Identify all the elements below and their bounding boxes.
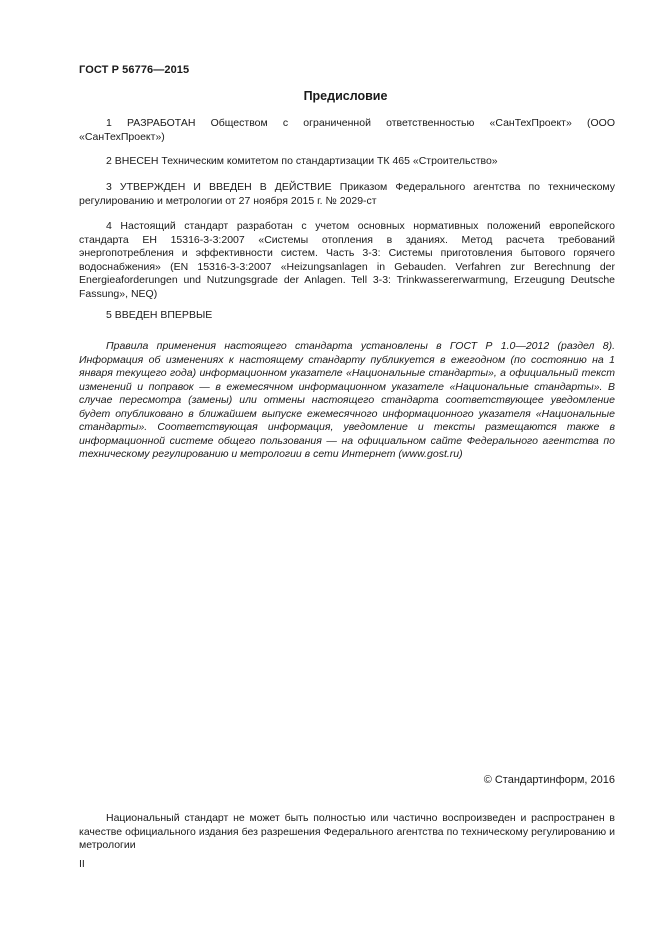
copyright-notice: © Стандартинформ, 2016 bbox=[483, 774, 615, 786]
reproduction-notice: Национальный стандарт не может быть полностью или частично воспроизведен и распространен в качестве официального издания без разрешения Федерального агентства по техническому регулированию и метрологии bbox=[79, 812, 615, 851]
foreword-item-approved: 3 УТВЕРЖДЕН И ВВЕДЕН В ДЕЙСТВИЕ Приказом Федерального агентства по техническому регулированию и метрологии от 27 ноября 2015 г. № 2029-ст bbox=[79, 181, 615, 207]
document-code: ГОСТ Р 56776—2015 bbox=[79, 64, 190, 76]
foreword-item-developed: 1 РАЗРАБОТАН Обществом с ограниченной ответственностью «СанТехПроект» (ООО «СанТехПроект») bbox=[79, 117, 615, 143]
foreword-item-based-on: 4 Настоящий стандарт разработан с учетом основных нормативных положений европейского стандарта ЕН 15316-3-3:2007 «Системы отопления в зданиях. Метод расчета требований энергопотребления и эффективности систем. Часть 3-3: Системы приготовления бытового горячего водоснабжения» (EN 15316-3-3:2007 «Heizungsanlagen in Gebauden. Verfahren zur Berechnung der Energieaforderungen und Nutzungsgrade der Anlagen. Tell 3-3: Trinkwassererwarmung, Erzeugung Deutsche Fassung», NEQ) bbox=[79, 220, 615, 300]
page-title: Предисловие bbox=[303, 89, 388, 103]
page-number: II bbox=[79, 858, 85, 870]
foreword-item-introduced: 2 ВНЕСЕН Техническим комитетом по стандартизации ТК 465 «Строительство» bbox=[106, 155, 498, 167]
foreword-item-first-introduced: 5 ВВЕДЕН ВПЕРВЫЕ bbox=[106, 309, 213, 321]
application-rules-note: Правила применения настоящего стандарта установлены в ГОСТ Р 1.0—2012 (раздел 8). Информация об изменениях к настоящему стандарту публикуется в ежегодном (по состоянию на 1 января текущего года) информационном указателе «Национальные стандарты», а официальный текст изменений и поправок — в ежемесячном информационном указателе «Национальные стандарты». В случае пересмотра (замены) или отмены настоящего стандарта соответствующее уведомление будет опубликовано в ближайшем выпуске ежемесячного информационного указателя «Национальные стандарты». Соответствующая информация, уведомление и тексты размещаются также в информационной системе общего пользования — на официальном сайте Федерального агентства по техническому регулированию и метрологии в сети Интернет (www.gost.ru) bbox=[79, 340, 615, 460]
